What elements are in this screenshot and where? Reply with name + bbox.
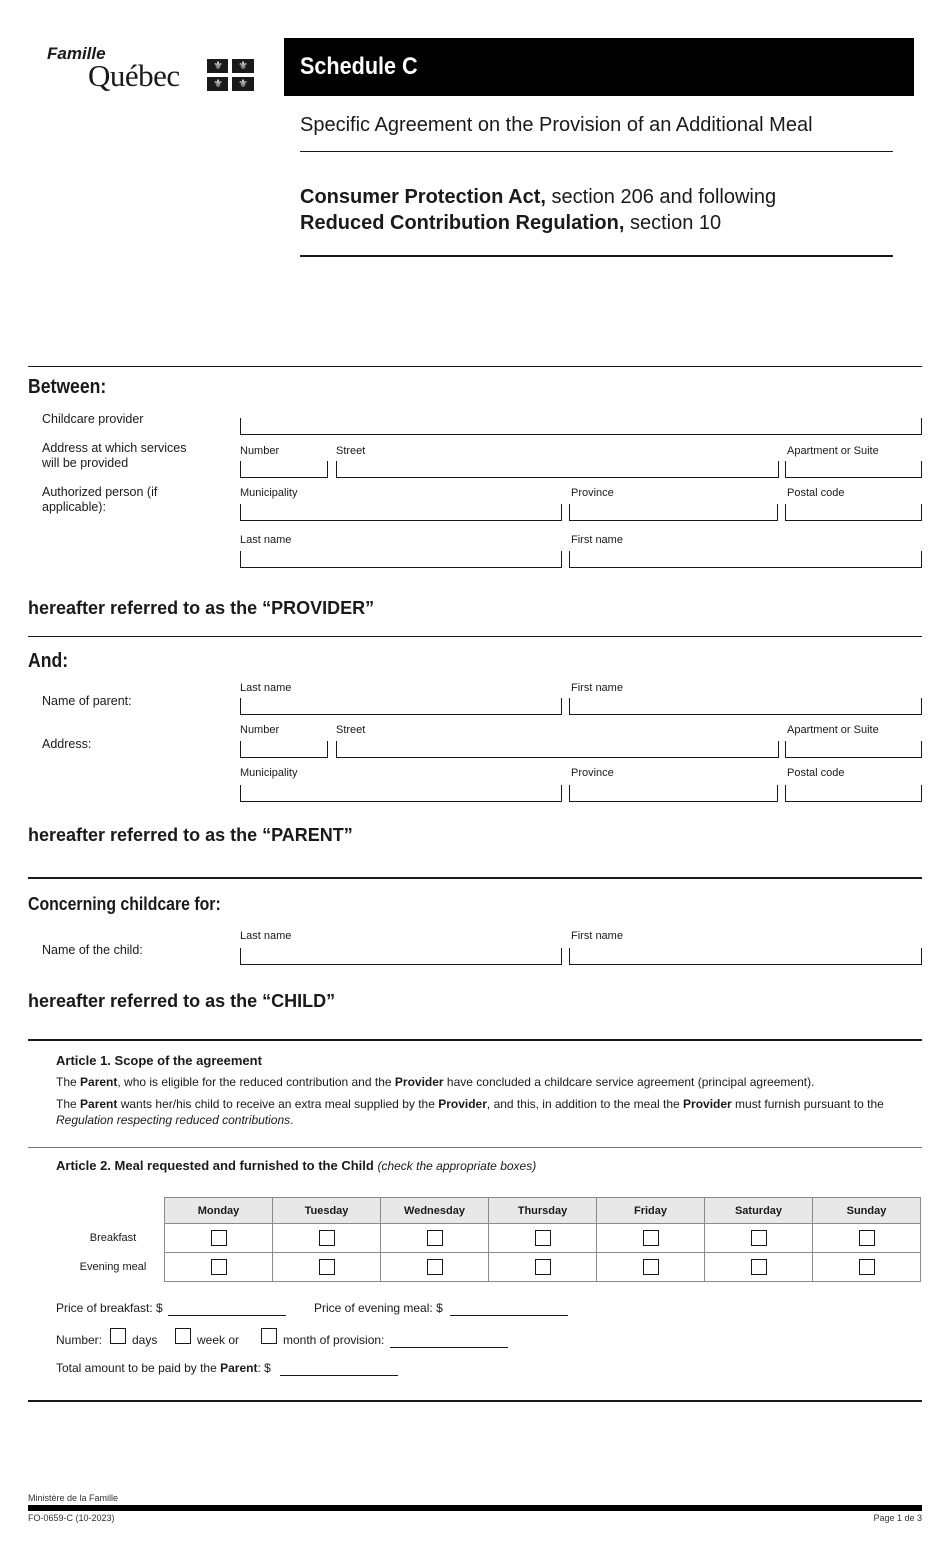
quebec-flag-icon [207, 59, 254, 91]
provider-street-field[interactable] [336, 461, 779, 478]
logo-quebec-text: Québec [88, 58, 180, 93]
parent-street-field[interactable] [336, 741, 779, 758]
breakfast-row [165, 1224, 921, 1253]
authorized-last-name-field[interactable] [240, 551, 562, 568]
evening-meal-row-label: Evening meal [79, 1261, 147, 1273]
footer-bar [28, 1505, 922, 1511]
evening-monday-checkbox[interactable] [211, 1259, 227, 1275]
last-name-label: Last name [240, 534, 292, 546]
act-reference-2: Reduced Contribution Regulation, section 10 [300, 212, 722, 234]
parent-name-label: Name of parent: [42, 694, 132, 708]
street-label: Street [336, 445, 366, 457]
divider [28, 1147, 922, 1148]
service-address-label: Address at which services will be provided [42, 441, 187, 470]
article-1-title: Article 1. Scope of the agreement [56, 1053, 262, 1068]
evening-thursday-checkbox[interactable] [535, 1259, 551, 1275]
province-label: Province [571, 487, 614, 499]
schedule-title: Schedule C [300, 53, 418, 80]
apartment-label: Apartment or Suite [787, 445, 879, 457]
breakfast-thursday-checkbox[interactable] [535, 1230, 551, 1246]
breakfast-friday-checkbox[interactable] [643, 1230, 659, 1246]
form-code: FO-0659-C (10-2023) [28, 1513, 115, 1523]
number-of-label: Number: [56, 1333, 103, 1347]
meal-table-header-row [165, 1198, 921, 1224]
authorized-person-label: Authorized person (if applicable): [42, 485, 158, 514]
days-checkbox[interactable] [110, 1328, 126, 1344]
last-name-label: Last name [240, 682, 292, 694]
month-checkbox[interactable] [261, 1328, 277, 1344]
breakfast-tuesday-checkbox[interactable] [319, 1230, 335, 1246]
divider [28, 366, 922, 367]
meal-table [164, 1197, 921, 1282]
day-header-wednesday: Wednesday [381, 1198, 489, 1224]
divider [300, 255, 893, 257]
last-name-label: Last name [240, 930, 292, 942]
apartment-label: Apartment or Suite [787, 724, 879, 736]
first-name-label: First name [571, 534, 623, 546]
article-1-paragraph-1: The Parent, who is eligible for the reduced contribution and the Provider have concluded a childcare service agreement (principal agreement). [56, 1075, 815, 1089]
breakfast-sunday-checkbox[interactable] [859, 1230, 875, 1246]
page-number: Page 1 de 3 [873, 1513, 922, 1523]
provider-label: Childcare provider [42, 412, 144, 426]
parent-last-name-field[interactable] [240, 698, 562, 715]
provider-name-field[interactable] [240, 418, 922, 435]
schedule-title-bar [284, 38, 914, 96]
evening-sunday-checkbox[interactable] [859, 1259, 875, 1275]
article-1-paragraph-2: The Parent wants her/his child to receive an extra meal supplied by the Provider, and this, in addition to the meal the Provider must furnish pursuant to the Regulation respecting reduced contributions. [56, 1097, 884, 1127]
fleur-de-lis-icon: ⚜ [213, 60, 223, 72]
municipality-label: Municipality [240, 487, 298, 499]
number-label: Number [240, 724, 280, 736]
month-label: month of provision: [283, 1333, 385, 1347]
ministry-name: Ministère de la Famille [28, 1493, 119, 1503]
first-name-label: First name [571, 930, 623, 942]
child-last-name-field[interactable] [240, 948, 562, 965]
logo-famille-text: Famille [47, 44, 106, 63]
first-name-label: First name [571, 682, 623, 694]
postal-code-label: Postal code [787, 487, 845, 499]
week-label: week or [197, 1333, 240, 1347]
act-reference-1: Consumer Protection Act, section 206 and following [300, 186, 777, 208]
breakfast-row-label: Breakfast [89, 1232, 137, 1244]
provider-province-field[interactable] [569, 504, 778, 521]
provider-postal-code-field[interactable] [785, 504, 922, 521]
street-label: Street [336, 724, 366, 736]
price-evening-label: Price of evening meal: $ [314, 1301, 443, 1315]
province-label: Province [571, 767, 614, 779]
total-amount-label: Total amount to be paid by the Parent: $ [56, 1361, 271, 1375]
fleur-de-lis-icon: ⚜ [238, 60, 248, 72]
day-header-tuesday: Tuesday [273, 1198, 381, 1224]
evening-tuesday-checkbox[interactable] [319, 1259, 335, 1275]
day-header-thursday: Thursday [489, 1198, 597, 1224]
municipality-label: Municipality [240, 767, 298, 779]
provider-apartment-field[interactable] [785, 461, 922, 478]
price-breakfast-field[interactable] [168, 1315, 286, 1316]
between-heading: Between: [28, 376, 107, 398]
provider-municipality-field[interactable] [240, 504, 562, 521]
child-first-name-field[interactable] [569, 948, 922, 965]
evening-meal-row [165, 1253, 921, 1282]
breakfast-wednesday-checkbox[interactable] [427, 1230, 443, 1246]
day-header-friday: Friday [597, 1198, 705, 1224]
provider-number-field[interactable] [240, 461, 328, 478]
breakfast-saturday-checkbox[interactable] [751, 1230, 767, 1246]
postal-code-label: Postal code [787, 767, 845, 779]
child-hereafter: hereafter referred to as the “CHILD” [28, 991, 336, 1011]
parent-postal-code-field[interactable] [785, 785, 922, 802]
breakfast-monday-checkbox[interactable] [211, 1230, 227, 1246]
parent-hereafter: hereafter referred to as the “PARENT” [28, 825, 353, 845]
price-breakfast-label: Price of breakfast: $ [56, 1301, 163, 1315]
divider [28, 636, 922, 637]
divider [28, 1039, 922, 1041]
parent-apartment-field[interactable] [785, 741, 922, 758]
day-header-saturday: Saturday [705, 1198, 813, 1224]
provision-count-field[interactable] [390, 1347, 508, 1348]
provider-hereafter: hereafter referred to as the “PROVIDER” [28, 598, 375, 618]
parent-first-name-field[interactable] [569, 698, 922, 715]
divider [28, 1400, 922, 1402]
days-label: days [132, 1333, 158, 1347]
day-header-sunday: Sunday [813, 1198, 921, 1224]
total-amount-field[interactable] [280, 1375, 398, 1376]
evening-friday-checkbox[interactable] [643, 1259, 659, 1275]
divider [300, 151, 893, 152]
page-subtitle: Specific Agreement on the Provision of an Additional Meal [300, 114, 813, 136]
parent-municipality-field[interactable] [240, 785, 562, 802]
parent-address-label: Address: [42, 737, 92, 751]
evening-saturday-checkbox[interactable] [751, 1259, 767, 1275]
fleur-de-lis-icon: ⚜ [238, 78, 248, 90]
authorized-first-name-field[interactable] [569, 551, 922, 568]
divider [28, 877, 922, 879]
parent-province-field[interactable] [569, 785, 778, 802]
child-name-label: Name of the child: [42, 943, 143, 957]
childcare-heading: Concerning childcare for: [28, 894, 221, 914]
fleur-de-lis-icon: ⚜ [213, 78, 223, 90]
number-label: Number [240, 445, 280, 457]
article-2-title: Article 2. Meal requested and furnished to the Child (check the appropriate boxes) [56, 1158, 537, 1173]
evening-wednesday-checkbox[interactable] [427, 1259, 443, 1275]
day-header-monday: Monday [165, 1198, 273, 1224]
week-checkbox[interactable] [175, 1328, 191, 1344]
and-heading: And: [28, 650, 69, 672]
parent-number-field[interactable] [240, 741, 328, 758]
price-evening-field[interactable] [450, 1315, 568, 1316]
